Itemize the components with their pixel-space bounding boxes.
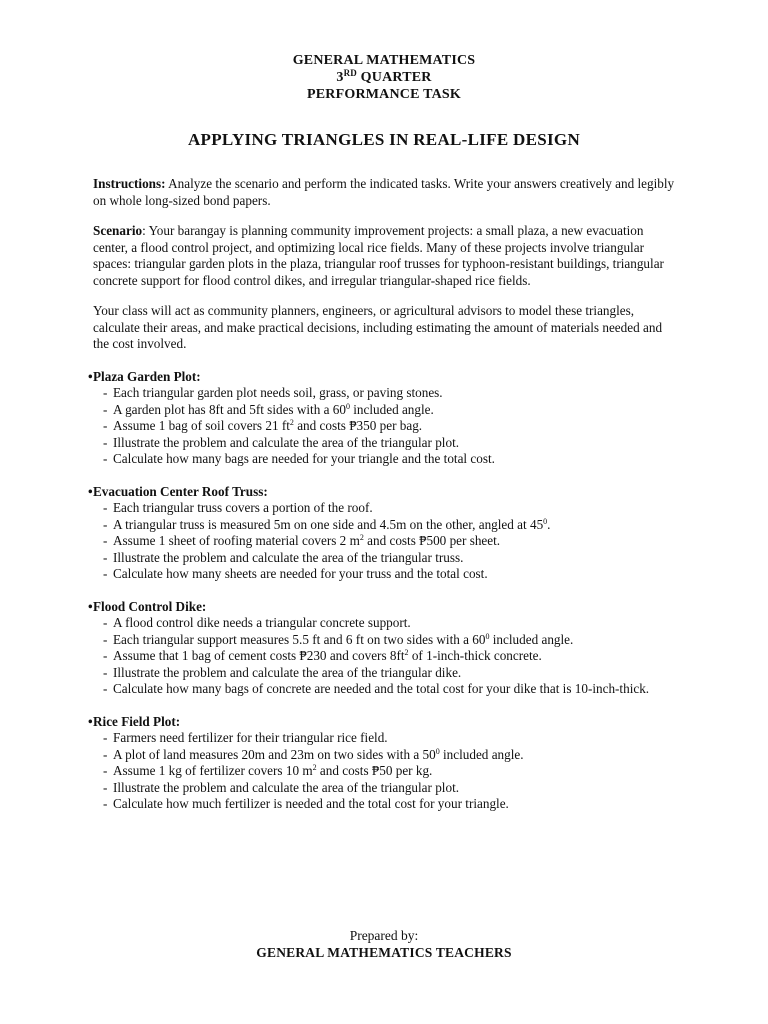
quarter-label xyxy=(0,69,768,86)
quarter-word: QUARTER xyxy=(356,70,432,85)
prepared-by-label: Prepared by: xyxy=(349,928,419,943)
list-item xyxy=(93,780,677,797)
list-item xyxy=(93,763,677,780)
section-roof-truss xyxy=(88,483,677,583)
list-item-text: Calculate how many bags are needed for your triangle and the total cost. xyxy=(113,451,495,466)
quarter-ordinal: RD xyxy=(343,68,357,78)
list-item-text: Illustrate the problem and calculate the area of the triangular plot. xyxy=(113,779,460,795)
list-item xyxy=(93,550,677,567)
list-item-text: included angle. xyxy=(439,746,524,762)
document-body xyxy=(88,176,677,829)
list-item-text: A garden plot has 8ft and 5ft sides with a 60 xyxy=(113,401,346,417)
task-list xyxy=(93,500,677,583)
list-item-text: of 1-inch-thick concrete. xyxy=(408,648,542,663)
section-heading-text: Rice Field Plot: xyxy=(93,713,181,729)
dash-icon: - xyxy=(103,385,108,400)
list-item xyxy=(93,615,677,632)
dash-icon: - xyxy=(103,418,108,433)
dash-icon: - xyxy=(103,533,108,548)
list-item xyxy=(93,632,677,649)
list-item-text: Each triangular support measures 5.5 ft and 6 ft on two sides with a 60 xyxy=(113,631,486,647)
squared-superscript: 2 xyxy=(289,418,294,427)
subject-title: GENERAL MATHEMATICS xyxy=(292,53,476,68)
list-item-text: Assume 1 bag of soil covers 21 ft xyxy=(113,418,290,433)
degree-superscript: 0 xyxy=(345,401,350,411)
list-item-text: Each triangular garden plot needs soil, grass, or paving stones. xyxy=(113,385,443,400)
list-item-text: A plot of land measures 20m and 23m on two sides with a 50 xyxy=(113,746,436,762)
list-item xyxy=(93,418,677,435)
dash-icon: - xyxy=(103,746,108,762)
list-item xyxy=(93,385,677,402)
dash-icon: - xyxy=(103,516,108,532)
dash-icon: - xyxy=(103,730,108,745)
list-item xyxy=(93,648,677,665)
list-item xyxy=(93,533,677,550)
dash-icon: - xyxy=(103,763,108,778)
dash-icon: - xyxy=(103,615,108,630)
list-item-text: Each triangular truss covers a portion of the roof. xyxy=(113,500,373,515)
section-heading xyxy=(88,369,677,386)
list-item-text: Farmers need fertilizer for their triangular rice field. xyxy=(113,730,388,745)
dash-icon: - xyxy=(103,664,108,680)
scenario-paragraph xyxy=(93,223,677,289)
list-item-text: Illustrate the problem and calculate the area of the triangular truss. xyxy=(113,549,464,565)
list-item xyxy=(93,681,677,698)
list-item xyxy=(93,517,677,534)
section-heading-text: Flood Control Dike: xyxy=(93,598,207,614)
list-item-text: A flood control dike needs a triangular concrete support. xyxy=(113,615,411,630)
dash-icon: - xyxy=(103,779,108,795)
list-item-text: and costs ₱500 per sheet. xyxy=(363,533,501,548)
section-heading xyxy=(88,714,677,731)
dash-icon: - xyxy=(103,500,108,515)
dash-icon: - xyxy=(103,796,108,811)
bullet-icon: • xyxy=(88,598,93,614)
list-item xyxy=(93,500,677,517)
degree-superscript: 0 xyxy=(543,516,548,526)
task-list xyxy=(93,730,677,813)
scenario-text: : Your barangay is planning community improvement projects: a small plaza, a new evacuation center, a flood control project, and optimizing local rice fields. Many of these projects involve triangular spaces: triangular garden plots in the plaza, triangular roof trusses for typhoon-resistant buildings, triangular concrete support for flood control dikes, and irregular triangular-shaped rice fields. xyxy=(93,223,664,288)
list-item xyxy=(93,665,677,682)
dash-icon: - xyxy=(103,566,108,581)
dash-icon: - xyxy=(103,631,108,647)
task-list xyxy=(93,615,677,698)
dash-icon: - xyxy=(103,401,108,417)
instructions-label: Instructions: xyxy=(93,176,166,191)
dash-icon: - xyxy=(103,648,108,663)
list-item-text: Assume 1 sheet of roofing material covers 2 m xyxy=(113,533,360,548)
list-item-text: A triangular truss is measured 5m on one side and 4.5m on the other, angled at 45 xyxy=(113,516,544,532)
list-item-text: Assume 1 kg of fertilizer covers 10 m xyxy=(113,763,313,778)
dash-icon: - xyxy=(103,681,108,696)
section-heading-text: Evacuation Center Roof Truss: xyxy=(93,483,268,499)
list-item-text: and costs ₱350 per bag. xyxy=(293,418,423,433)
dash-icon: - xyxy=(103,434,108,450)
document-header xyxy=(0,52,768,103)
dash-icon: - xyxy=(103,549,108,565)
list-item xyxy=(93,451,677,468)
list-item xyxy=(93,435,677,452)
list-item-text: Illustrate the problem and calculate the area of the triangular plot. xyxy=(113,434,460,450)
list-item-text: and costs ₱50 per kg. xyxy=(316,763,433,778)
section-garden-plot xyxy=(88,368,677,468)
section-heading-text: Plaza Garden Plot: xyxy=(93,368,201,384)
list-item-text: Calculate how much fertilizer is needed and the total cost for your triangle. xyxy=(113,796,509,811)
list-item xyxy=(93,402,677,419)
instructions-paragraph xyxy=(93,176,677,209)
squared-superscript: 2 xyxy=(312,763,317,772)
scenario-label: Scenario xyxy=(93,223,143,238)
bullet-icon: • xyxy=(88,713,93,729)
list-item-text: Calculate how many sheets are needed for your truss and the total cost. xyxy=(113,566,488,581)
list-item xyxy=(93,730,677,747)
list-item-text: included angle. xyxy=(349,401,434,417)
list-item xyxy=(93,796,677,813)
list-item xyxy=(93,747,677,764)
task-list xyxy=(93,385,677,468)
section-heading xyxy=(88,484,677,501)
instructions-text: Analyze the scenario and perform the indicated tasks. Write your answers creatively and legibly on whole long-sized bond papers. xyxy=(93,176,675,208)
document-footer xyxy=(0,927,768,961)
task-type: PERFORMANCE TASK xyxy=(307,87,461,102)
list-item-text: . xyxy=(547,516,551,532)
section-flood-dike xyxy=(88,598,677,698)
squared-superscript: 2 xyxy=(404,648,409,657)
bullet-icon: • xyxy=(88,483,93,499)
class-paragraph: Your class will act as community planners, engineers, or agricultural advisors to model these triangles, calculate their areas, and make practical decisions, including estimating the amount of materials needed and the cost involved. xyxy=(93,303,663,351)
page-title: APPLYING TRIANGLES IN REAL-LIFE DESIGN xyxy=(187,130,581,149)
dash-icon: - xyxy=(103,451,108,466)
squared-superscript: 2 xyxy=(359,533,364,542)
section-heading xyxy=(88,599,677,616)
list-item-text: Calculate how many bags of concrete are needed and the total cost for your dike that is 10-inch-thick. xyxy=(113,681,650,696)
section-rice-field xyxy=(88,713,677,813)
list-item-text: Assume that 1 bag of cement costs ₱230 and covers 8ft xyxy=(113,648,405,663)
bullet-icon: • xyxy=(88,368,93,384)
degree-superscript: 0 xyxy=(435,746,440,756)
list-item xyxy=(93,566,677,583)
quarter-number: 3 xyxy=(336,70,344,85)
list-item-text: included angle. xyxy=(489,631,574,647)
degree-superscript: 0 xyxy=(485,631,490,641)
list-item-text: Illustrate the problem and calculate the area of the triangular dike. xyxy=(113,664,462,680)
author-name: GENERAL MATHEMATICS TEACHERS xyxy=(256,945,512,960)
